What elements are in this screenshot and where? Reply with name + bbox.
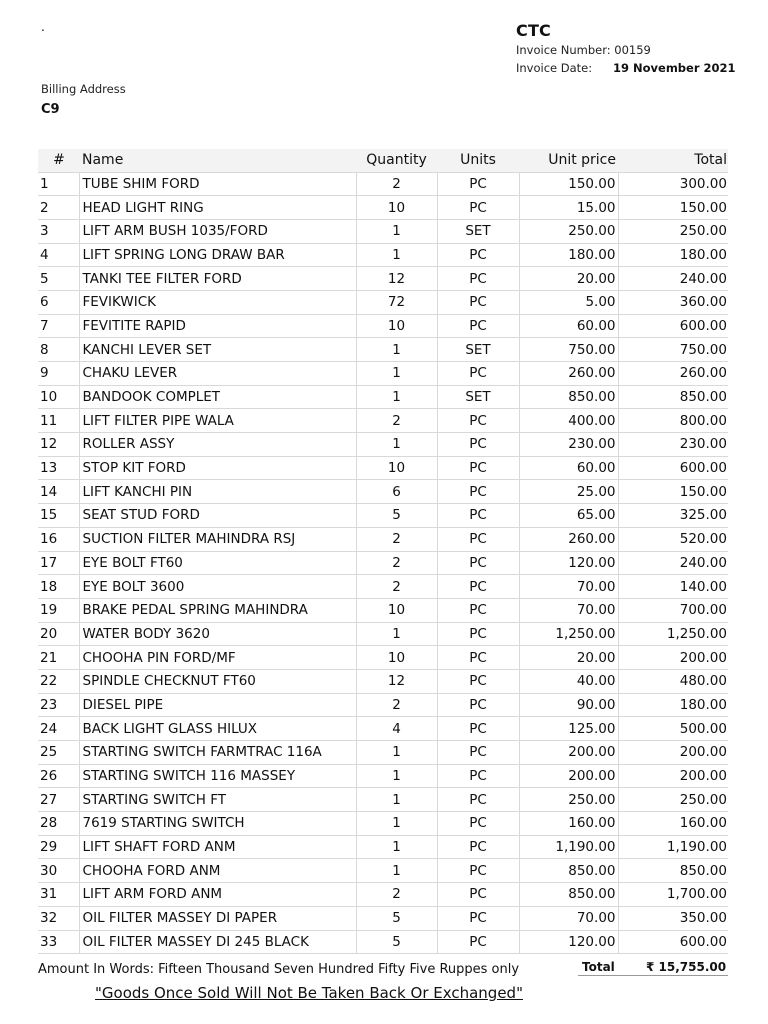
item-quantity: 72 [356,290,437,314]
item-units: PC [437,835,519,859]
row-number: 10 [38,385,79,409]
table-row [38,243,728,267]
item-units: PC [437,764,519,788]
item-units: PC [437,669,519,693]
item-quantity: 2 [356,172,437,196]
item-unit-price: 250.00 [519,219,618,243]
table-row [38,646,728,670]
table-row [38,314,728,338]
item-quantity: 10 [356,646,437,670]
table-body [38,172,728,954]
row-number: 7 [38,314,79,338]
item-unit-price: 400.00 [519,409,618,433]
item-unit-price: 20.00 [519,646,618,670]
table-row [38,575,728,599]
item-unit-price: 60.00 [519,456,618,480]
item-total: 600.00 [618,314,728,338]
item-unit-price: 60.00 [519,314,618,338]
item-quantity: 1 [356,362,437,386]
row-number: 25 [38,741,79,765]
table-row [38,385,728,409]
item-unit-price: 850.00 [519,883,618,907]
item-total: 260.00 [618,362,728,386]
item-name: BRAKE PEDAL SPRING MAHINDRA [79,598,356,622]
item-units: PC [437,717,519,741]
item-quantity: 2 [356,551,437,575]
item-units: PC [437,906,519,930]
item-units: PC [437,527,519,551]
row-number: 2 [38,196,79,220]
row-number: 13 [38,456,79,480]
item-quantity: 1 [356,338,437,362]
item-units: PC [437,433,519,457]
row-number: 9 [38,362,79,386]
item-quantity: 12 [356,669,437,693]
table-row [38,409,728,433]
row-number: 14 [38,480,79,504]
item-quantity: 1 [356,385,437,409]
table-row [38,764,728,788]
row-number: 8 [38,338,79,362]
item-quantity: 10 [356,314,437,338]
item-units: PC [437,859,519,883]
grand-total-label: Total [582,960,615,974]
table-row [38,883,728,907]
item-units: SET [437,338,519,362]
row-number: 33 [38,930,79,954]
item-units: PC [437,598,519,622]
item-units: PC [437,622,519,646]
item-quantity: 1 [356,835,437,859]
item-quantity: 2 [356,693,437,717]
table-row [38,741,728,765]
item-total: 230.00 [618,433,728,457]
invoice-date-label: Invoice Date: [516,61,593,75]
table-row [38,290,728,314]
item-name: EYE BOLT 3600 [79,575,356,599]
item-total: 180.00 [618,693,728,717]
item-name: SPINDLE CHECKNUT FT60 [79,669,356,693]
row-number: 21 [38,646,79,670]
table-row [38,717,728,741]
item-name: 7619 STARTING SWITCH [79,812,356,836]
item-name: FEVITITE RAPID [79,314,356,338]
item-name: EYE BOLT FT60 [79,551,356,575]
item-name: BACK LIGHT GLASS HILUX [79,717,356,741]
table-row [38,859,728,883]
table-row [38,527,728,551]
item-total: 150.00 [618,196,728,220]
item-unit-price: 65.00 [519,504,618,528]
item-quantity: 2 [356,409,437,433]
table-row [38,812,728,836]
item-name: LIFT ARM FORD ANM [79,883,356,907]
row-number: 6 [38,290,79,314]
grand-total-value: ₹ 15,755.00 [646,960,727,974]
item-unit-price: 90.00 [519,693,618,717]
table-row [38,196,728,220]
row-number: 5 [38,267,79,291]
item-unit-price: 230.00 [519,433,618,457]
item-unit-price: 850.00 [519,859,618,883]
item-total: 200.00 [618,646,728,670]
item-total: 160.00 [618,812,728,836]
item-unit-price: 180.00 [519,243,618,267]
item-unit-price: 120.00 [519,551,618,575]
item-unit-price: 260.00 [519,527,618,551]
item-name: STARTING SWITCH FT [79,788,356,812]
item-unit-price: 20.00 [519,267,618,291]
item-quantity: 5 [356,906,437,930]
item-name: ROLLER ASSY [79,433,356,457]
item-name: LIFT SHAFT FORD ANM [79,835,356,859]
column-header-quantity: Quantity [356,149,437,172]
table-row [38,669,728,693]
item-total: 480.00 [618,669,728,693]
item-unit-price: 5.00 [519,290,618,314]
row-number: 30 [38,859,79,883]
item-quantity: 5 [356,930,437,954]
item-quantity: 1 [356,741,437,765]
item-unit-price: 260.00 [519,362,618,386]
item-units: PC [437,172,519,196]
item-unit-price: 70.00 [519,598,618,622]
row-number: 24 [38,717,79,741]
item-quantity: 12 [356,267,437,291]
item-unit-price: 15.00 [519,196,618,220]
item-unit-price: 150.00 [519,172,618,196]
item-total: 150.00 [618,480,728,504]
item-quantity: 6 [356,480,437,504]
row-number: 31 [38,883,79,907]
item-total: 850.00 [618,859,728,883]
item-total: 360.00 [618,290,728,314]
table-row [38,906,728,930]
item-total: 200.00 [618,741,728,765]
item-unit-price: 200.00 [519,764,618,788]
item-units: PC [437,741,519,765]
table-row [38,219,728,243]
invoice-number: Invoice Number: 00159 [516,43,651,57]
item-unit-price: 160.00 [519,812,618,836]
item-units: PC [437,267,519,291]
item-unit-price: 70.00 [519,575,618,599]
item-quantity: 10 [356,598,437,622]
item-name: CHOOHA FORD ANM [79,859,356,883]
item-total: 750.00 [618,338,728,362]
amount-in-words: Amount In Words: Fifteen Thousand Seven Hundred Fifty Five Ruppes only [38,962,520,977]
item-total: 250.00 [618,788,728,812]
row-number: 27 [38,788,79,812]
item-total: 850.00 [618,385,728,409]
item-units: PC [437,243,519,267]
column-header-number: # [38,149,79,172]
table-row [38,362,728,386]
item-quantity: 10 [356,456,437,480]
item-quantity: 1 [356,859,437,883]
item-units: PC [437,551,519,575]
item-quantity: 10 [356,196,437,220]
item-total: 700.00 [618,598,728,622]
row-number: 32 [38,906,79,930]
table-row [38,930,728,954]
table-row [38,480,728,504]
item-quantity: 4 [356,717,437,741]
row-number: 23 [38,693,79,717]
table-row [38,172,728,196]
row-number: 15 [38,504,79,528]
company-name: CTC [516,21,551,40]
invoice-date: 19 November 2021 [613,61,736,75]
table-row [38,456,728,480]
item-quantity: 2 [356,575,437,599]
item-name: STARTING SWITCH FARMTRAC 116A [79,741,356,765]
item-quantity: 1 [356,812,437,836]
table-row [38,267,728,291]
return-policy-note: "Goods Once Sold Will Not Be Taken Back Or Exchanged" [95,984,523,1002]
item-name: TANKI TEE FILTER FORD [79,267,356,291]
item-unit-price: 1,190.00 [519,835,618,859]
table-row [38,693,728,717]
item-name: LIFT ARM BUSH 1035/FORD [79,219,356,243]
item-total: 500.00 [618,717,728,741]
item-total: 1,700.00 [618,883,728,907]
billing-address-label: Billing Address [41,82,126,96]
item-units: PC [437,883,519,907]
item-name: STARTING SWITCH 116 MASSEY [79,764,356,788]
header-dot: . [41,20,45,34]
item-units: PC [437,812,519,836]
item-units: PC [437,456,519,480]
column-header-total: Total [618,149,728,172]
item-total: 1,190.00 [618,835,728,859]
item-units: PC [437,575,519,599]
item-name: LIFT SPRING LONG DRAW BAR [79,243,356,267]
row-number: 26 [38,764,79,788]
row-number: 17 [38,551,79,575]
item-total: 250.00 [618,219,728,243]
item-name: WATER BODY 3620 [79,622,356,646]
item-unit-price: 25.00 [519,480,618,504]
table-header-row [38,149,728,172]
row-number: 22 [38,669,79,693]
item-name: SEAT STUD FORD [79,504,356,528]
item-quantity: 1 [356,788,437,812]
item-units: PC [437,930,519,954]
item-name: CHAKU LEVER [79,362,356,386]
item-quantity: 1 [356,243,437,267]
item-name: TUBE SHIM FORD [79,172,356,196]
item-total: 800.00 [618,409,728,433]
item-unit-price: 200.00 [519,741,618,765]
item-quantity: 1 [356,622,437,646]
item-units: PC [437,646,519,670]
row-number: 4 [38,243,79,267]
item-name: SUCTION FILTER MAHINDRA RSJ [79,527,356,551]
row-number: 16 [38,527,79,551]
column-header-units: Units [437,149,519,172]
item-name: HEAD LIGHT RING [79,196,356,220]
item-total: 325.00 [618,504,728,528]
item-units: PC [437,362,519,386]
item-units: PC [437,480,519,504]
item-unit-price: 850.00 [519,385,618,409]
row-number: 12 [38,433,79,457]
item-name: KANCHI LEVER SET [79,338,356,362]
item-total: 180.00 [618,243,728,267]
item-total: 140.00 [618,575,728,599]
table-row [38,504,728,528]
item-name: LIFT KANCHI PIN [79,480,356,504]
item-total: 600.00 [618,930,728,954]
column-header-name: Name [79,149,356,172]
item-total: 200.00 [618,764,728,788]
table-row [38,788,728,812]
item-name: OIL FILTER MASSEY DI PAPER [79,906,356,930]
table-row [38,835,728,859]
table-row [38,598,728,622]
row-number: 19 [38,598,79,622]
item-unit-price: 250.00 [519,788,618,812]
item-total: 240.00 [618,267,728,291]
item-total: 600.00 [618,456,728,480]
item-total: 300.00 [618,172,728,196]
item-total: 520.00 [618,527,728,551]
item-unit-price: 125.00 [519,717,618,741]
item-quantity: 1 [356,764,437,788]
item-units: PC [437,409,519,433]
item-quantity: 2 [356,527,437,551]
row-number: 18 [38,575,79,599]
item-units: PC [437,290,519,314]
row-number: 28 [38,812,79,836]
row-number: 20 [38,622,79,646]
item-name: LIFT FILTER PIPE WALA [79,409,356,433]
item-quantity: 1 [356,433,437,457]
item-name: STOP KIT FORD [79,456,356,480]
item-quantity: 5 [356,504,437,528]
item-total: 1,250.00 [618,622,728,646]
column-header-unit-price: Unit price [519,149,618,172]
item-total: 350.00 [618,906,728,930]
item-name: BANDOOK COMPLET [79,385,356,409]
item-unit-price: 1,250.00 [519,622,618,646]
item-unit-price: 40.00 [519,669,618,693]
table-row [38,433,728,457]
row-number: 1 [38,172,79,196]
item-units: PC [437,196,519,220]
table-row [38,622,728,646]
table-row [38,338,728,362]
row-number: 3 [38,219,79,243]
item-name: DIESEL PIPE [79,693,356,717]
row-number: 29 [38,835,79,859]
item-quantity: 1 [356,219,437,243]
item-name: FEVIKWICK [79,290,356,314]
item-units: PC [437,693,519,717]
item-units: PC [437,788,519,812]
table-row [38,551,728,575]
item-units: SET [437,385,519,409]
item-units: PC [437,504,519,528]
total-divider [578,975,728,976]
item-units: SET [437,219,519,243]
item-unit-price: 70.00 [519,906,618,930]
item-quantity: 2 [356,883,437,907]
item-total: 240.00 [618,551,728,575]
billing-name: C9 [41,102,60,117]
item-name: OIL FILTER MASSEY DI 245 BLACK [79,930,356,954]
item-unit-price: 120.00 [519,930,618,954]
row-number: 11 [38,409,79,433]
item-name: CHOOHA PIN FORD/MF [79,646,356,670]
item-unit-price: 750.00 [519,338,618,362]
item-units: PC [437,314,519,338]
invoice-items-table [38,149,728,954]
